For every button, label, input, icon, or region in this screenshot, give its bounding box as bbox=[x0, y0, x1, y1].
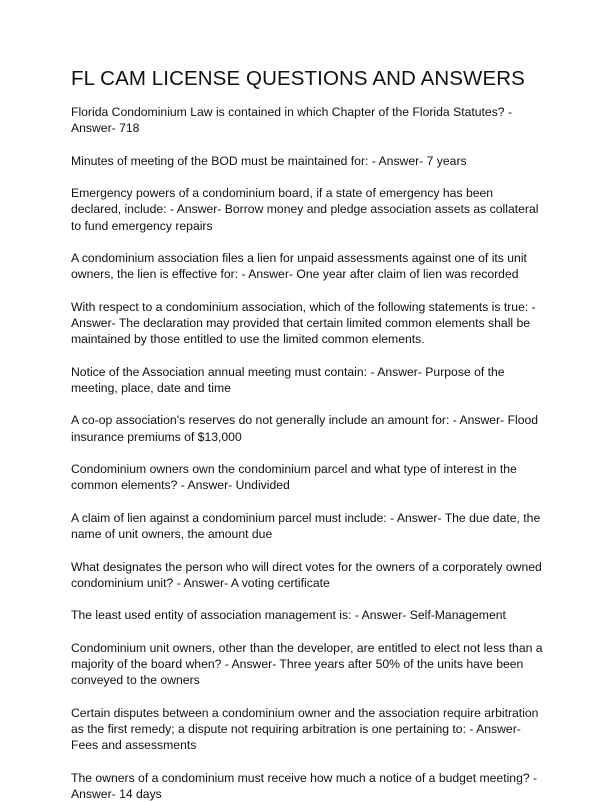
qa-item: Emergency powers of a condominium board, if a state of emergency has been declared, include: - Answer- Borrow money and pledge association assets as collateral to fund emergency repairs bbox=[71, 186, 539, 233]
qa-item: Minutes of meeting of the BOD must be maintained for: - Answer- 7 years bbox=[71, 153, 467, 168]
qa-item: A condominium association files a lien for unpaid assessments against one of its unit owners, the lien is effective for: - Answer- One year after claim of lien was recorded bbox=[71, 251, 527, 282]
qa-item: A claim of lien against a condominium parcel must include: - Answer- The due date, the name of unit owners, the amount due bbox=[71, 510, 541, 542]
qa-item: Condominium unit owners, other than the developer, are entitled to elect not less than a majority of the board when? - Answer- Three years after 50% of the units have been conveyed to the owners bbox=[71, 640, 543, 688]
document-title: FL CAM LICENSE QUESTIONS AND ANSWERS bbox=[71, 67, 525, 90]
qa-item: With respect to a condominium association, which of the following statements is true: - Answer- The declaration may provided that certain limited common elements shall be maintained by those entitled to use the limited common elements. bbox=[71, 299, 536, 347]
qa-item: A co-op association's reserves do not generally include an amount for: - Answer- Flood insurance premiums of $13,000 bbox=[71, 413, 539, 444]
qa-item: Condominium owners own the condominium parcel and what type of interest in the common elements? - Answer- Undivided bbox=[71, 462, 517, 493]
qa-list bbox=[71, 104, 544, 802]
qa-item: Certain disputes between a condominium owner and the association require arbitration as the first remedy; a dispute not requiring arbitration is one pertaining to: - Answer- Fees and assessments bbox=[71, 705, 539, 753]
qa-item: What designates the person who will direct votes for the owners of a corporately owned condominium unit? - Answer- A voting certificate bbox=[71, 559, 542, 590]
qa-item: Notice of the Association annual meeting must contain: - Answer- Purpose of the meeting, place, date and time bbox=[71, 364, 505, 395]
qa-item: Florida Condominium Law is contained in which Chapter of the Florida Statutes? - Answer- 718 bbox=[71, 105, 513, 136]
qa-item: The least used entity of association management is: - Answer- Self-Management bbox=[71, 608, 506, 623]
qa-item: The owners of a condominium must receive how much a notice of a budget meeting? - Answer- 14 days bbox=[71, 770, 538, 801]
